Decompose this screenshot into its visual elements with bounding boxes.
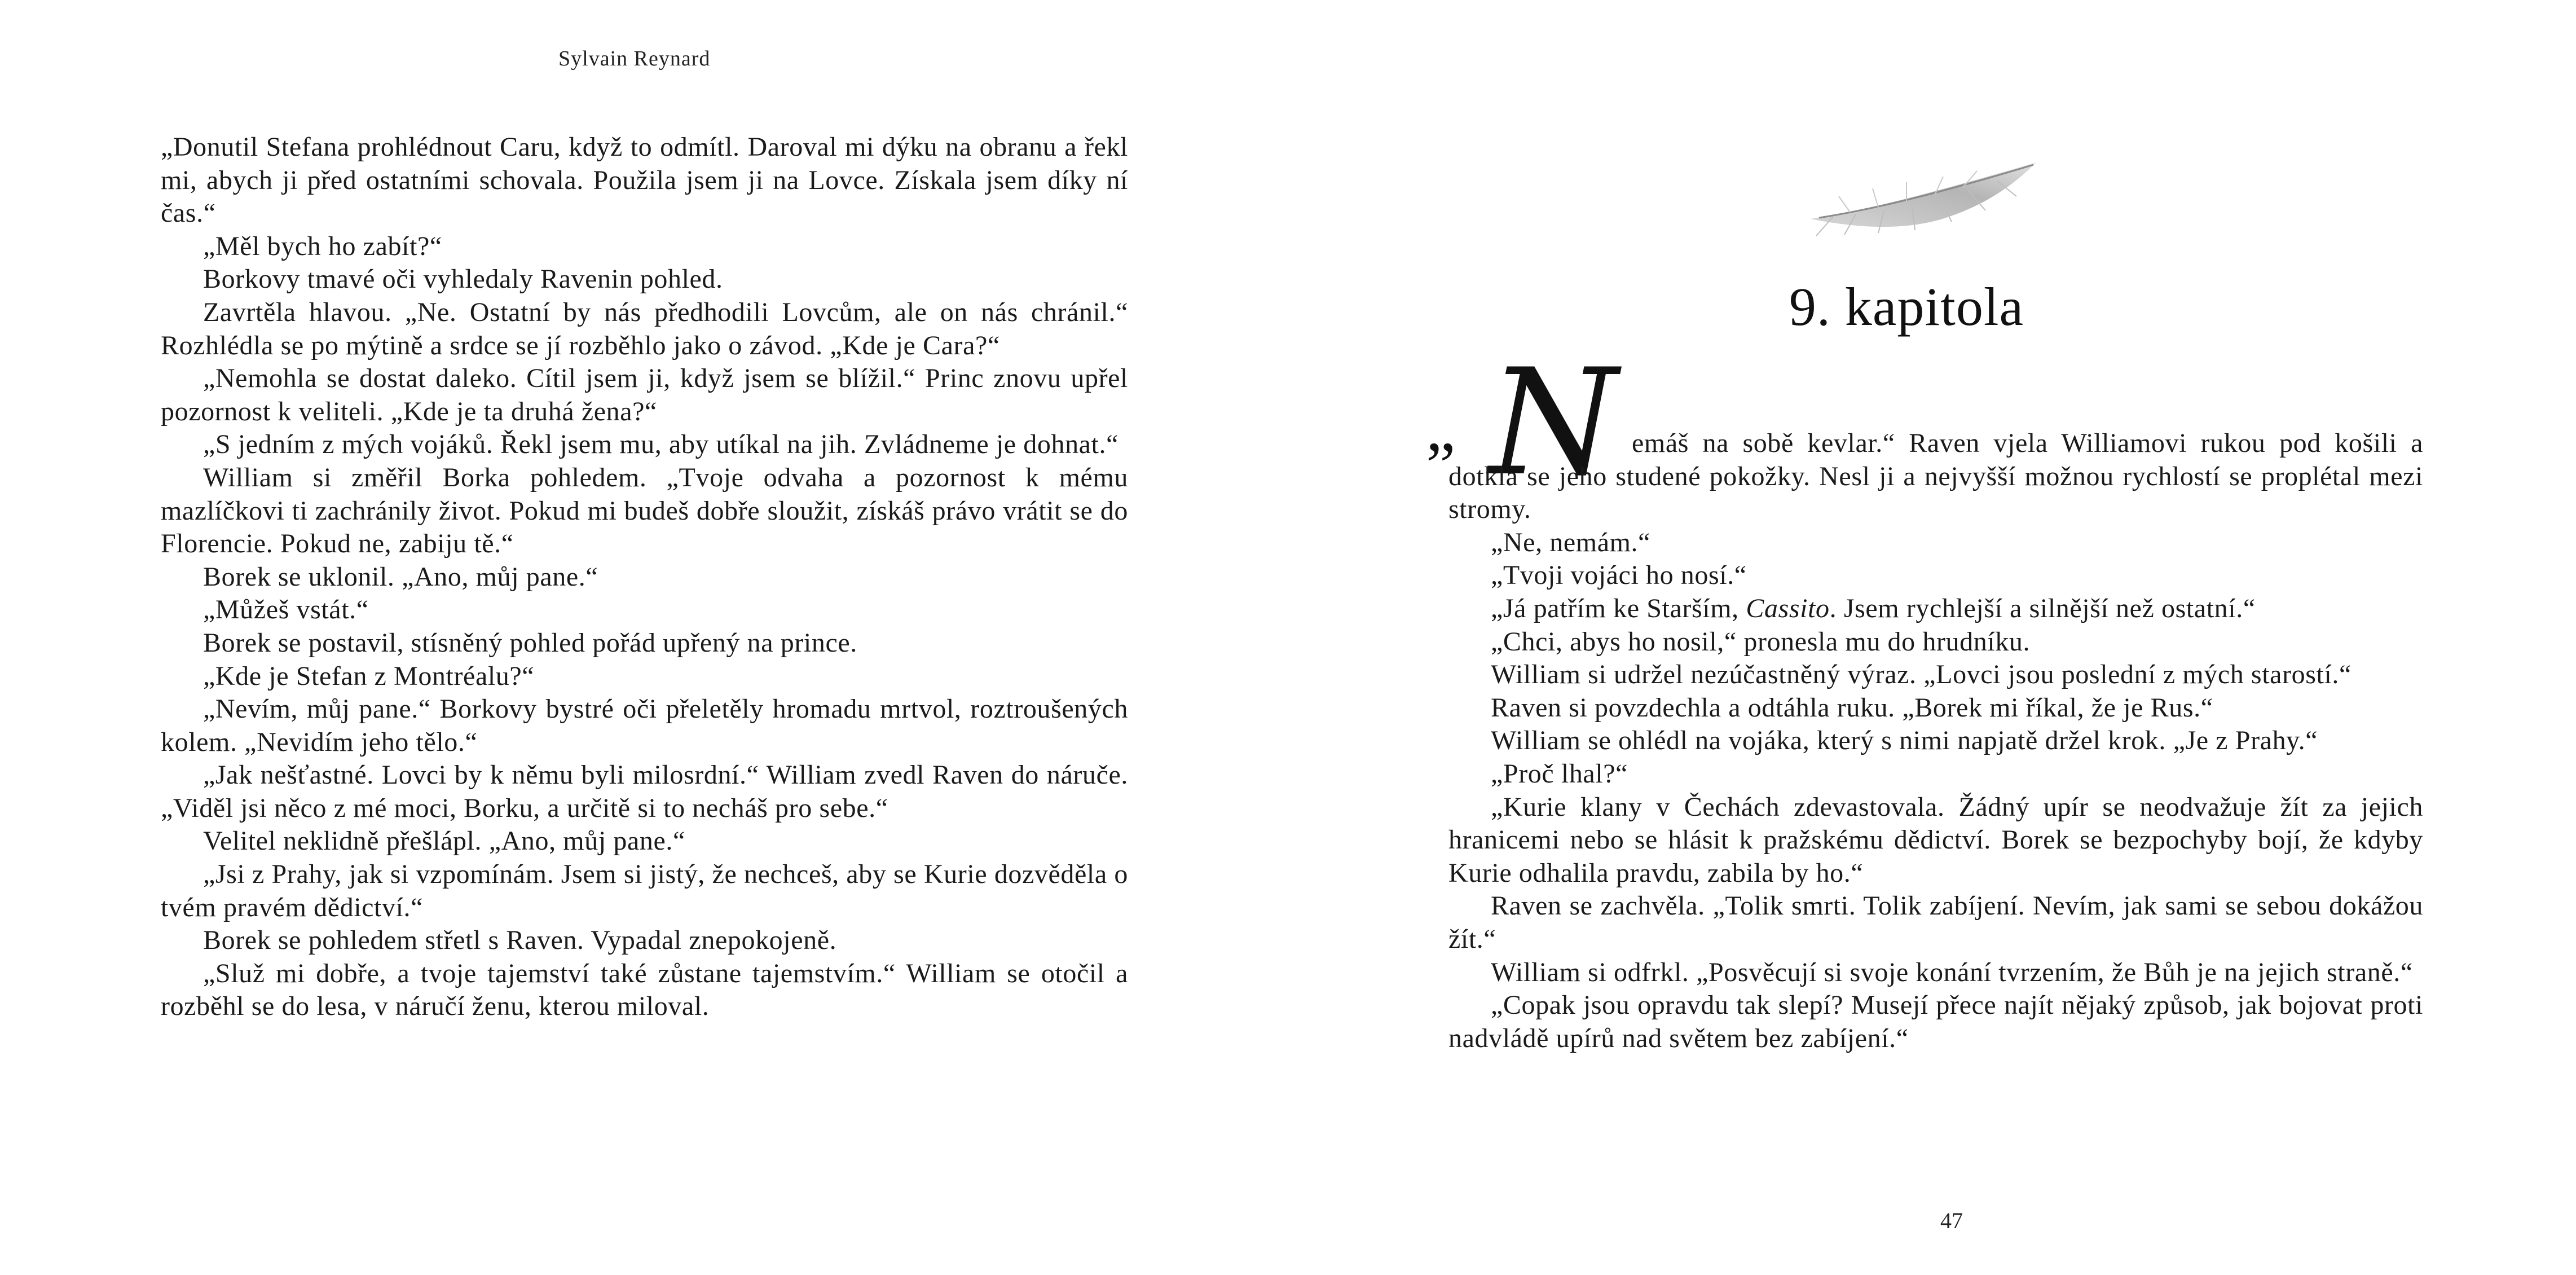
opening-paragraph-text: emáš na sobě kevlar.“ Raven vjela Williamovi rukou pod košili a dotkla se jeho studené pokožky. Nesl ji a nejvyšší možnou rychlostí se proplétal mezi stromy. [1448,428,2423,525]
drop-cap-letter: N [1489,338,1618,508]
opening-quote-mark: „ [1426,391,1456,465]
paragraph: „Jak nešťastné. Lovci by k němu byli milosrdní.“ William zvedl Raven do náruče. „Viděl jsi něco z mé moci, Borku, a určitě si to necháš pro sebe.“ [161,760,1128,823]
paragraph: „Já patřím ke Starším, Cassito. Jsem rychlejší a silnější než ostatní.“ [1491,593,2256,623]
paragraph: Borek se uklonil. „Ano, můj pane.“ [203,561,598,592]
paragraph: William se ohlédl na vojáka, který s nimi napjatě držel krok. „Je z Prahy.“ [1491,726,2318,756]
paragraph: „Služ mi dobře, a tvoje tajemství také zůstane tajemstvím.“ William se otočil a rozběhl se do lesa, v náručí ženu, kterou miloval. [161,958,1128,1022]
italic-name: Cassito [1746,593,1830,623]
paragraph: William si změřil Borka pohledem. „Tvoje odvaha a pozornost k mému mazlíčkovi ti zachránily život. Pokud mi budeš dobře sloužit, získáš právo vrátit se do Florencie. Pokud ne, zabiju tě.“ [161,462,1128,559]
paragraph: „S jedním z mých vojáků. Řekl jsem mu, aby utíkal na jih. Zvládneme je dohnat.“ [203,429,1119,460]
paragraph: „Tvoji vojáci ho nosí.“ [1491,560,1747,591]
paragraph: „Donutil Stefana prohlédnout Caru, když to odmítl. Daroval mi dýku na obranu a řekl mi, abych ji před ostatními schovala. Použila jsem ji na Lovce. Získala jsem díky ní čas.“ [161,132,1128,228]
paragraph: „Kde je Stefan z Montréalu?“ [203,661,535,691]
paragraph: Borkovy tmavé oči vyhledaly Ravenin pohled. [203,264,723,294]
paragraph: William si odfrkl. „Posvěcují si svoje konání tvrzením, že Bůh je na jejich straně.“ [1491,957,2413,987]
running-head-author: Sylvain Reynard [558,47,711,71]
page-number: 47 [1940,1208,1963,1233]
opening-paragraph [1448,427,2423,526]
paragraph: Raven se zachvěla. „Tolik smrti. Tolik zabíjení. Nevím, jak sami se sebou dokážou žít.“ [1448,891,2423,954]
paragraph: „Měl bych ho zabít?“ [203,231,442,261]
paragraph: Borek se postavil, stísněný pohled pořád upřený na prince. [203,627,857,658]
paragraph: Raven si povzdechla a odtáhla ruku. „Borek mi říkal, že je Rus.“ [1491,692,2213,723]
paragraph: „Proč lhal?“ [1491,758,1628,789]
paragraph: „Jsi z Prahy, jak si vzpomínám. Jsem si jistý, že nechceš, aby se Kurie dozvěděla o tvém pravém dědictví.“ [161,859,1128,922]
chapter-title: 9. kapitola [1789,276,2024,337]
paragraph: William si udržel nezúčastněný výraz. „Lovci jsou poslední z mých starostí.“ [1491,660,2352,690]
right-body-text [1448,427,2423,1055]
left-body-text [161,131,1128,1023]
feather-icon [1799,151,2047,247]
paragraph: „Můžeš vstát.“ [203,595,369,625]
paragraph: Zavrtěla hlavou. „Ne. Ostatní by nás předhodili Lovcům, ale on nás chránil.“ Rozhlédla se po mýtině a srdce se jí rozběhlo jako o závod. „Kde je Cara?“ [161,297,1128,360]
paragraph: „Chci, abys ho nosil,“ pronesla mu do hrudníku. [1491,626,2031,657]
paragraph: „Nemohla se dostat daleko. Cítil jsem ji, když jsem se blížil.“ Princ znovu upřel pozornost k veliteli. „Kde je ta druhá žena?“ [161,363,1128,427]
paragraph: Velitel neklidně přešlápl. „Ano, můj pane.“ [203,826,685,856]
paragraph: „Kurie klany v Čechách zdevastovala. Žádný upír se neodvažuje žít za jejich hranicemi nebo se hlásit k pražskému dědictví. Borek se bezpochyby bojí, že kdyby Kurie odhalila pravdu, zabila by ho.“ [1448,792,2423,888]
paragraph: „Ne, nemám.“ [1491,527,1651,557]
paragraph: „Copak jsou opravdu tak slepí? Musejí přece najít nějaký způsob, jak bojovat proti nadvládě upírů nad světem bez zabíjení.“ [1448,990,2423,1053]
paragraph: Borek se pohledem střetl s Raven. Vypadal znepokojeně. [203,925,837,956]
paragraph: „Nevím, můj pane.“ Borkovy bystré oči přeletěly hromadu mrtvol, roztroušených kolem. „Nevidím jeho tělo.“ [161,694,1128,757]
